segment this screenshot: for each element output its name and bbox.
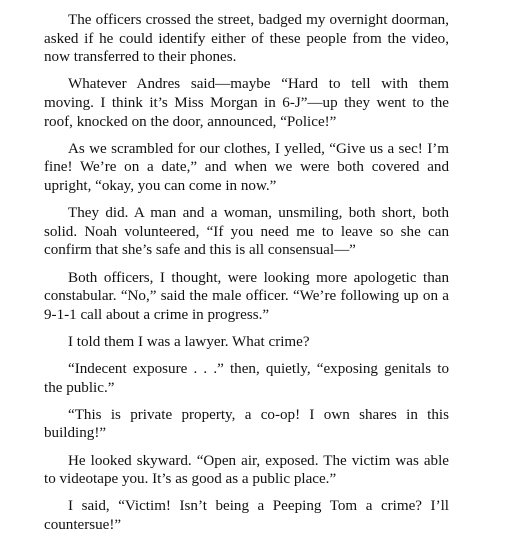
paragraph: They did. A man and a woman, unsmiling, both short, both solid. Noah volunteered, “If you need me to leave so she can confirm that she’s safe and this is all consensual—” xyxy=(44,205,449,259)
paragraph: He looked skyward. “Open air, exposed. The victim was able to videotape you. It’s as good as a public place.” xyxy=(44,452,449,488)
paragraph: The officers crossed the street, badged my overnight doorman, asked if he could identify either of these people from the video, now transferred to their phones. xyxy=(44,12,449,66)
book-page-text xyxy=(44,11,449,543)
paragraph: Both officers, I thought, were looking more apologetic than constabular. “No,” said the male officer. “We’re following up on a 9-1-1 call about a crime in progress.” xyxy=(44,269,449,323)
paragraph: “This is private property, a co-op! I own shares in this building!” xyxy=(44,406,449,442)
paragraph: As we scrambled for our clothes, I yelled, “Give us a sec! I’m fine! We’re on a date,” and when we were both covered and upright, “okay, you can come in now.” xyxy=(44,140,449,194)
paragraph: “Indecent exposure . . .” then, quietly, “exposing genitals to the public.” xyxy=(44,361,449,396)
paragraph: I told them I was a lawyer. What crime? xyxy=(68,333,310,350)
paragraph: Whatever Andres said—maybe “Hard to tell with them moving. I think it’s Miss Morgan in 6-J”—up they went to the roof, knocked on the door, announced, “Police!” xyxy=(44,76,449,130)
paragraph: I said, “Victim! Isn’t being a Peeping Tom a crime? I’ll countersue!” xyxy=(44,498,449,533)
